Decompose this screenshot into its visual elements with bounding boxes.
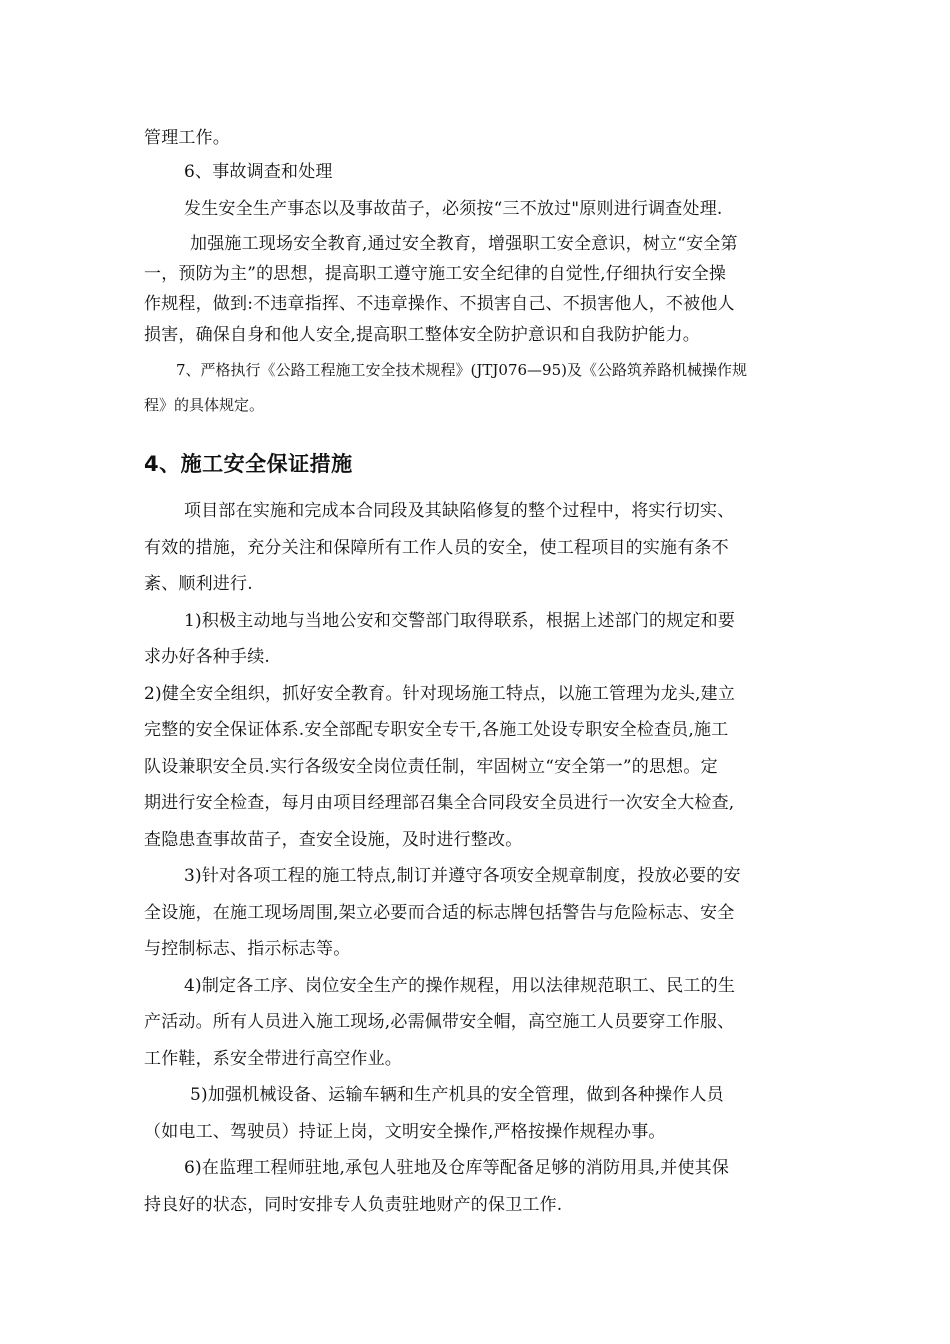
paragraph-line: 项目部在实施和完成本合同段及其缺陷修复的整个过程中，将实行切实、 <box>184 501 735 521</box>
paragraph-line: 加强施工现场安全教育,通过安全教育，增强职工安全意识，树立“安全第 <box>190 234 738 254</box>
paragraph-line: 作规程，做到:不违章指挥、不违章操作、不损害自己、不损害他人，不被他人 <box>144 294 735 314</box>
paragraph-line: 紊、顺利进行. <box>144 574 253 594</box>
paragraph-line: 7、严格执行《公路工程施工安全技术规程》(JTJ076—95)及《公路筑养路机械操作规 <box>176 361 747 379</box>
paragraph-line: 5)加强机械设备、运输车辆和生产机具的安全管理，做到各种操作人员 <box>190 1085 724 1105</box>
paragraph-line: 有效的措施，充分关注和保障所有工作人员的安全，使工程项目的实施有条不 <box>144 538 729 558</box>
paragraph-line: 持良好的状态，同时安排专人负责驻地财产的保卫工作. <box>144 1195 563 1215</box>
paragraph-line: 2)健全安全组织，抓好安全教育。针对现场施工特点，以施工管理为龙头,建立 <box>144 684 736 704</box>
paragraph-line: 与控制标志、指示标志等。 <box>144 939 351 959</box>
item-title: 6、事故调查和处理 <box>184 162 333 182</box>
paragraph-line: 4)制定各工序、岗位安全生产的操作规程，用以法律规范职工、民工的生 <box>184 976 736 996</box>
paragraph-line: 产活动。所有人员进入施工现场,必需佩带安全帽，高空施工人员要穿工作服、 <box>144 1012 735 1032</box>
paragraph-line: 一，预防为主”的思想，提高职工遵守施工安全纪律的自觉性,仔细执行安全操 <box>144 264 727 284</box>
paragraph-line: （如电工、驾驶员）持证上岗，文明安全操作,严格按操作规程办事。 <box>144 1122 666 1142</box>
paragraph-line: 管理工作。 <box>144 128 230 148</box>
section-heading: 4、施工安全保证措施 <box>144 452 353 476</box>
paragraph-line: 工作鞋，系安全带进行高空作业。 <box>144 1049 402 1069</box>
paragraph-line: 完整的安全保证体系.安全部配专职安全专干,各施工处设专职安全检查员,施工 <box>144 720 729 740</box>
paragraph-line: 发生安全生产事态以及事故苗子，必须按“三不放过"原则进行调查处理. <box>184 199 723 219</box>
paragraph-line: 全设施，在施工现场周围,架立必要而合适的标志牌包括警告与危险标志、安全 <box>144 903 735 923</box>
paragraph-line: 1)积极主动地与当地公安和交警部门取得联系，根据上述部门的规定和要 <box>184 611 736 631</box>
paragraph-line: 队设兼职安全员.实行各级安全岗位责任制，牢固树立“安全第一”的思想。定 <box>144 757 718 777</box>
paragraph-line: 3)针对各项工程的施工特点,制订并遵守各项安全规章制度，投放必要的安 <box>184 866 741 886</box>
paragraph-line: 程》的具体规定。 <box>144 396 265 414</box>
paragraph-line: 求办好各种手续. <box>144 647 271 667</box>
paragraph-line: 损害，确保自身和他人安全,提高职工整体安全防护意识和自我防护能力。 <box>144 325 701 345</box>
paragraph-line: 期进行安全检查，每月由项目经理部召集全合同段安全员进行一次安全大检查, <box>144 793 735 813</box>
paragraph-line: 查隐患查事故苗子，查安全设施，及时进行整改。 <box>144 830 523 850</box>
paragraph-line: 6)在监理工程师驻地,承包人驻地及仓库等配备足够的消防用具,并使其保 <box>184 1158 730 1178</box>
